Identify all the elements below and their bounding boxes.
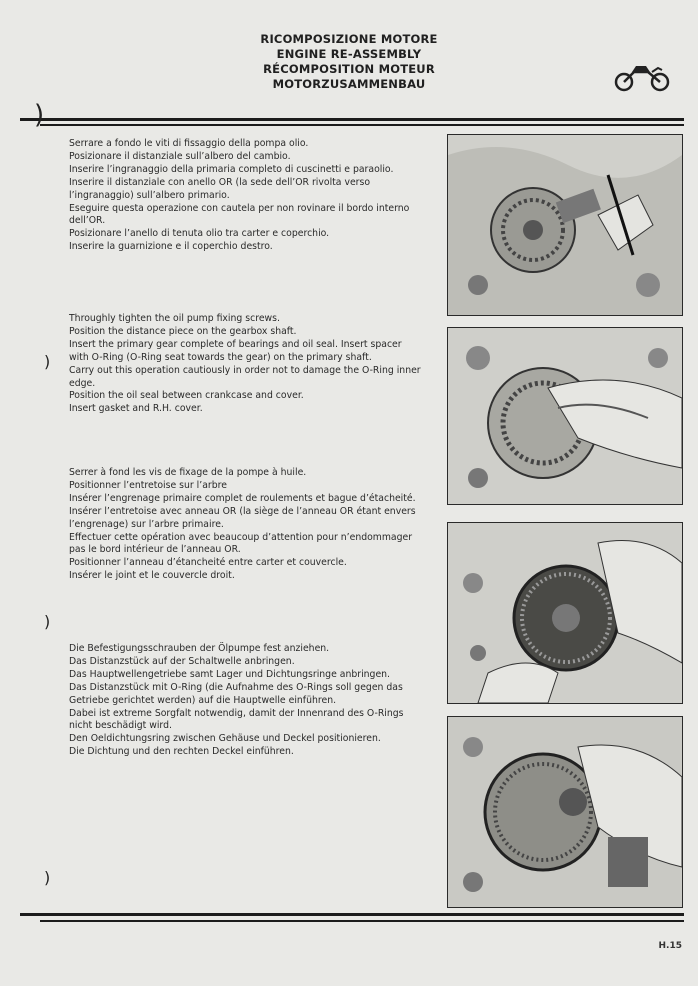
paragraph: Posizionare l’anello di tenuta olio tra carter e coperchio.: [69, 228, 330, 240]
paragraph: Dabei ist extreme Sorgfalt notwendig, damit der Innenrand des O-Rings nicht beschädigt wird.: [69, 707, 404, 732]
title-english: ENGINE RE-ASSEMBLY: [276, 47, 422, 61]
bottom-rule: [20, 913, 684, 916]
paragraph: Position the distance piece on the gearbox shaft.: [69, 325, 297, 337]
paragraph: Das Hauptwellengetriebe samt Lager und Dichtungsringe anbringen.: [69, 668, 391, 680]
paragraph: Das Distanzstück auf der Schaltwelle anbringen.: [69, 655, 295, 667]
margin-mark: ): [44, 352, 51, 371]
paragraph: Eseguire questa operazione con cautela per non rovinare il bordo interno dell’OR.: [69, 202, 410, 227]
paragraph: Positionner l’anneau d’étancheité entre carter et couvercle.: [69, 557, 347, 569]
paragraph: Den Oeldichtungsring zwischen Gehäuse und Deckel positionieren.: [69, 733, 381, 745]
paragraph: Effectuer cette opération avec beaucoup d’attention pour n’endommager pas le bord intérieur de l’anneau OR.: [69, 531, 413, 556]
title-italian: RICOMPOSIZIONE MOTORE: [260, 32, 438, 46]
text-french: [69, 467, 424, 583]
paragraph: Insérer l’engrenage primaire complet de roulements et bague d’étacheité.: [69, 492, 416, 504]
paragraph: Posizionare il distanziale sull’albero del cambio.: [69, 150, 291, 162]
paragraph: Insérer l’entretoise avec anneau OR (la siège de l’anneau OR étant envers l’engrenage) sur l’arbre primaire.: [69, 505, 416, 530]
paragraph: Die Dichtung und den rechten Deckel einführen.: [69, 746, 294, 758]
paragraph: Inserire la guarnizione e il coperchio destro.: [69, 241, 273, 253]
bracket-mark: ): [34, 100, 45, 130]
page-number: H.15: [658, 941, 682, 951]
paragraph: Position the oil seal between crankcase and cover.: [69, 390, 304, 402]
text-english: [69, 313, 424, 416]
page-header: [0, 32, 698, 92]
margin-mark: ): [44, 612, 51, 631]
paragraph: Die Befestigungsschrauben der Ölpumpe fest anziehen.: [69, 643, 330, 654]
margin-mark: ): [44, 868, 51, 887]
text-italian: [69, 138, 424, 254]
title-french: RÉCOMPOSITION MOTEUR: [263, 62, 435, 76]
paragraph: Insérer le joint et le couvercle droit.: [69, 570, 235, 582]
title-german: MOTORZUSAMMENBAU: [272, 77, 426, 91]
paragraph: Inserire il distanziale con anello OR (la sede dell’OR rivolta verso l’ingranaggio) sull’albero primario.: [69, 176, 371, 201]
motorcycle-logo-icon: [612, 60, 672, 92]
paragraph: Carry out this operation cautiously in order not to damage the O-Ring inner edge.: [69, 364, 421, 389]
paragraph: Inserire l’ingranaggio della primaria completo di cuscinetti e paraolio.: [69, 163, 394, 175]
engine-photo-2: [447, 327, 683, 505]
paragraph: Das Distanzstück mit O-Ring (die Aufnahme des O-Rings soll gegen das Getriebe gerichtet werden) auf die Hauptwelle einführen.: [69, 681, 403, 706]
paragraph: Insert gasket and R.H. cover.: [69, 403, 203, 415]
top-rule: [20, 118, 684, 121]
engine-photo-1: [447, 134, 683, 316]
paragraph: Serrare a fondo le viti di fissaggio della pompa olio.: [69, 138, 309, 149]
paragraph: Throughly tighten the oil pump fixing screws.: [69, 313, 280, 324]
paragraph: Insert the primary gear complete of bearings and oil seal. Insert spacer with O-Ring (O-Ring seat towards the gear) on the primary shaft.: [69, 338, 402, 363]
engine-photo-4: [447, 716, 683, 908]
paragraph: Positionner l’entretoise sur l’arbre: [69, 479, 227, 491]
engine-photo-3: [447, 522, 683, 704]
text-german: [69, 643, 424, 759]
paragraph: Serrer à fond les vis de fixage de la pompe à huile.: [69, 467, 307, 478]
